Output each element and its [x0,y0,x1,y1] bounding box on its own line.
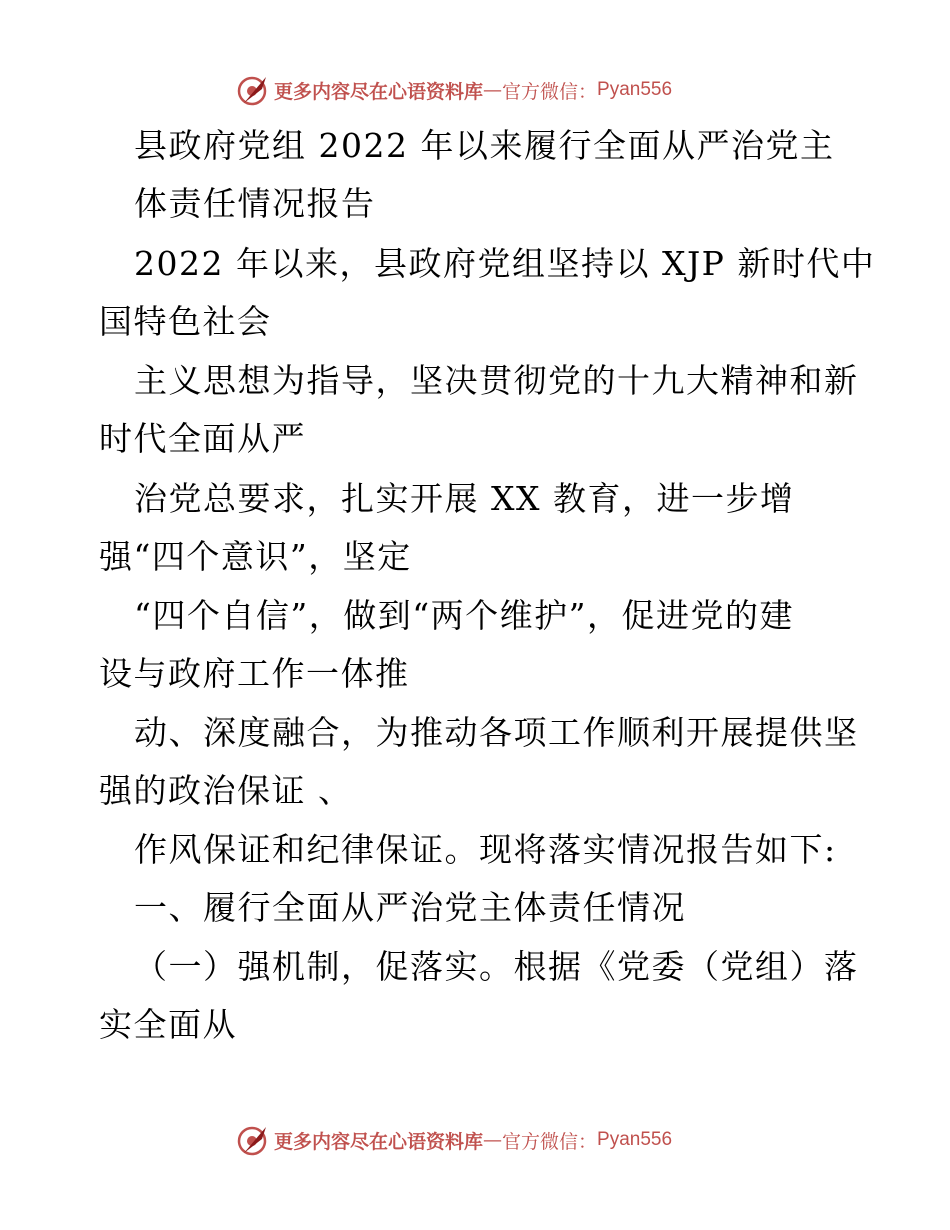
quill-logo-icon [236,73,270,107]
banner-dash: — [483,79,503,101]
quill-logo-icon [236,1123,270,1157]
banner-dash: — [483,1129,503,1151]
header-banner [236,72,672,108]
doc-text-line: 强的政治保证 、 [99,771,353,810]
doc-text-line: 强“四个意识”，坚定 [99,537,412,576]
banner-site-text: 更多内容尽在心语资料库 [274,80,484,103]
doc-text-line: 作风保证和纪律保证。现将落实情况报告如下: [134,830,837,869]
banner-handle: Pyan556 [597,79,673,100]
doc-text-line: 治党总要求，扎实开展 XX 教育，进一步增 [134,479,795,518]
doc-text-line: （一）强机制，促落实。根据《党委（党组）落 [134,947,859,986]
doc-section-heading: 一、履行全面从严治党主体责任情况 [134,888,686,927]
doc-title-line-2: 体责任情况报告 [134,184,376,223]
banner-handle: Pyan556 [597,1129,673,1150]
banner-site-text: 更多内容尽在心语资料库 [274,1130,484,1153]
doc-text-line: “四个自信”，做到“两个维护”，促进党的建 [134,596,794,635]
banner-official-label: 官方微信： [502,1130,598,1153]
footer-banner [236,1122,672,1158]
doc-text-line: 国特色社会 [99,302,272,341]
doc-title-line-1: 县政府党组 2022 年以来履行全面从严治党主 [134,126,835,165]
doc-text-line: 主义思想为指导，坚决贯彻党的十九大精神和新 [134,361,859,400]
banner-official-label: 官方微信： [502,80,598,103]
doc-text-line: 动、深度融合，为推动各项工作顺利开展提供坚 [134,713,859,752]
doc-text-line: 实全面从 [99,1005,237,1044]
doc-text-line: 设与政府工作一体推 [99,654,410,693]
doc-text-line: 时代全面从严 [99,419,306,458]
doc-text-line: 2022 年以来，县政府党组坚持以 XJP 新时代中 [134,244,876,283]
